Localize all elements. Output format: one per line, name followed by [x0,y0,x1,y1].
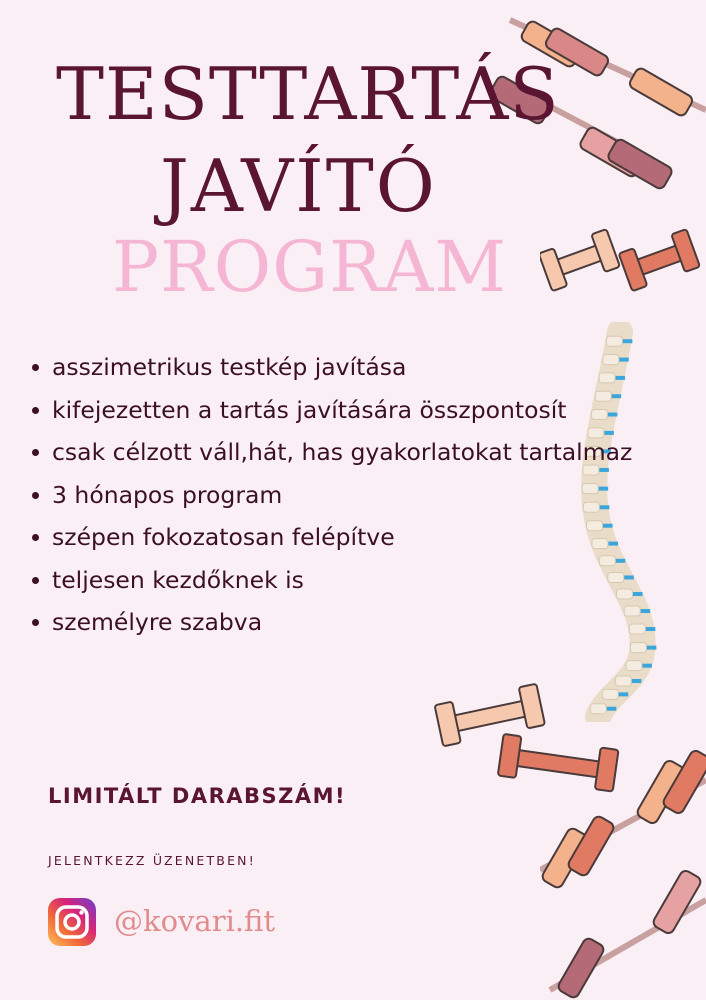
list-item: csak célzott váll,hát, has gyakorlatokat tartalmaz [28,431,632,474]
title-line-2: JAVÍTÓ [160,144,437,228]
list-item: kifejezetten a tartás javítására összpontosít [28,389,632,432]
list-item: személyre szabva [28,601,632,644]
list-item: asszimetrikus testkép javítása [28,346,632,389]
vertebra-mark [633,592,643,596]
list-item: 3 hónapos program [28,474,632,517]
vertebra-mark [646,646,656,650]
vertebra-mark [640,609,650,613]
vertebra-body [630,643,646,653]
title-line-3: PROGRAM [112,226,508,308]
vertebra-mark [631,679,641,683]
instagram-icon[interactable] [48,898,96,946]
vertebra-body [606,336,622,346]
list-item: szépen fokozatosan felépítve [28,516,632,559]
instagram-handle[interactable]: @kovari.fit [114,904,276,938]
contact-note: JELENTKEZZ ÜZENETBEN! [48,853,256,868]
vertebra-mark [645,627,655,631]
vertebra-body [626,661,642,671]
dumbbells-right-icon [540,212,706,312]
barbell-bottom-icon [540,750,706,1000]
vertebra-mark [642,664,652,668]
limited-notice: LIMITÁLT DARABSZÁM! [48,784,347,808]
title-line-1: TESTTARTÁS [56,52,560,136]
feature-list [28,346,632,644]
list-item: teljesen kezdőknek is [28,559,632,602]
vertebra-mark [622,339,632,343]
